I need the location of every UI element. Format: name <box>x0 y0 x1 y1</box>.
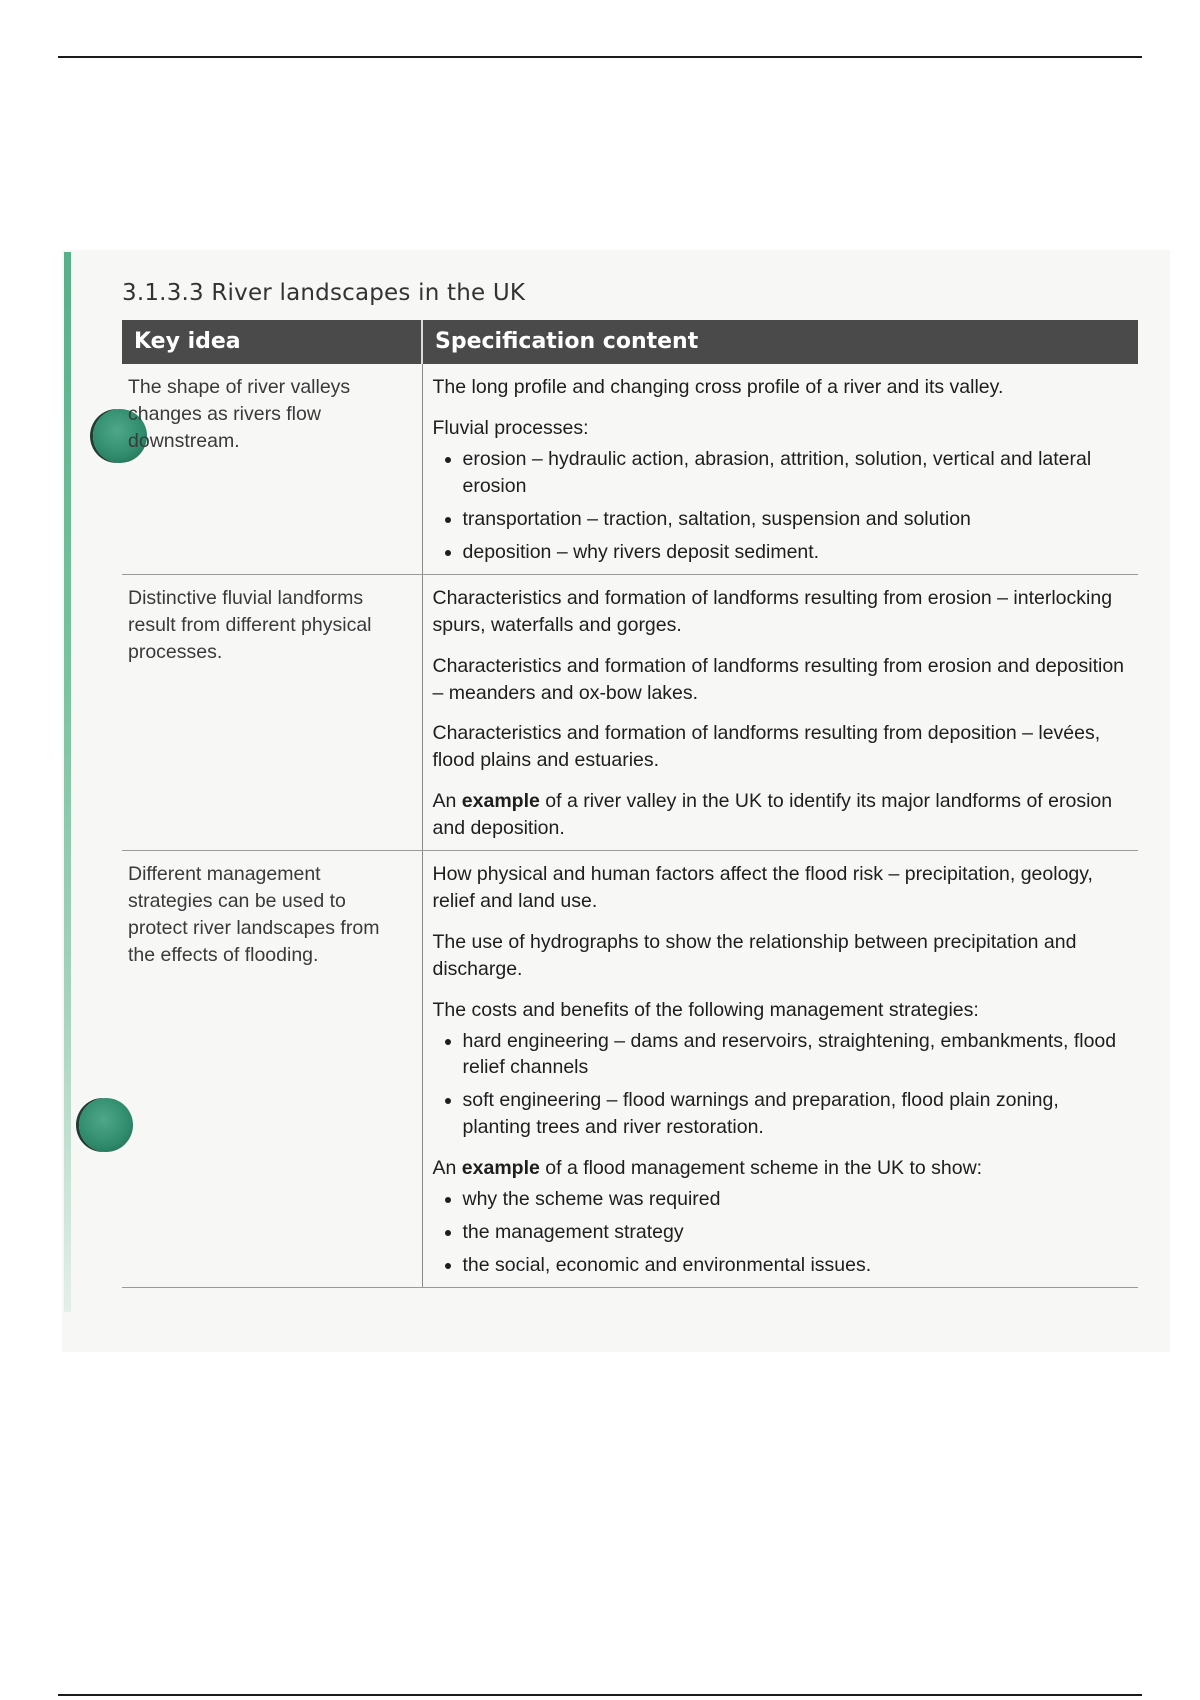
list-item: • soft engineering – flood warnings and preparation, flood plain zoning, planting trees and river restoration. <box>463 1087 1129 1141</box>
spec-paragraph <box>433 1155 1129 1182</box>
spec-paragraph: The use of hydrographs to show the relationship between precipitation and discharge. <box>432 930 1077 980</box>
key-idea-cell: Different management strategies can be used to protect river landscapes from the effects of flooding. <box>122 851 422 1288</box>
table-row <box>122 851 1138 1288</box>
spec-paragraph: Fluvial processes: <box>432 417 589 440</box>
spec-paragraph: Characteristics and formation of landforms resulting from deposition – levées, flood plains and estuaries. <box>432 722 1101 772</box>
example-emphasis: example <box>461 790 540 813</box>
spec-paragraph: How physical and human factors affect the flood risk – precipitation, geology, relief and land use. <box>432 863 1093 912</box>
spec-paragraph: Characteristics and formation of landforms resulting from erosion – interlocking spurs, waterfalls and gorges. <box>432 586 1113 636</box>
key-idea-header: Key idea <box>122 320 422 364</box>
spec-paragraph <box>433 788 1129 842</box>
table-row <box>122 574 1138 850</box>
table-row <box>122 364 1138 574</box>
spec-content-cell <box>422 574 1138 850</box>
spec-content-header: Specification content <box>422 320 1138 364</box>
key-idea-cell: The shape of river valleys changes as rivers flow downstream. <box>122 364 422 574</box>
spec-bullet-list <box>433 1186 1129 1279</box>
spec-content-cell <box>422 364 1138 574</box>
list-item: • the management strategy <box>463 1219 1129 1246</box>
list-item: • why the scheme was required <box>463 1186 1129 1213</box>
spec-bullet-list <box>433 1028 1129 1142</box>
spec-bullet-list <box>433 446 1129 566</box>
example-text: of a flood management scheme in the UK to show: <box>545 1157 983 1180</box>
example-text: of a river valley in the UK to identify its major landforms of erosion and deposition. <box>432 790 1113 840</box>
key-idea-cell: Distinctive fluvial landforms result from different physical processes. <box>122 574 422 850</box>
spec-paragraph: The long profile and changing cross profile of a river and its valley. <box>432 376 1004 399</box>
example-prefix: An <box>432 790 457 813</box>
list-item: • erosion – hydraulic action, abrasion, attrition, solution, vertical and lateral erosion <box>463 446 1129 500</box>
spec-paragraph: The costs and benefits of the following management strategies: <box>432 998 979 1021</box>
list-item: • deposition – why rivers deposit sediment. <box>463 539 1129 566</box>
example-prefix: An <box>432 1157 457 1180</box>
spec-content-cell <box>422 851 1138 1288</box>
binder-edge <box>64 252 71 1312</box>
spec-paragraph: Characteristics and formation of landforms resulting from erosion and deposition – meanders and ox-bow lakes. <box>432 654 1125 704</box>
example-emphasis: example <box>461 1157 540 1180</box>
specification-table <box>122 320 1138 1288</box>
top-rule <box>58 56 1142 58</box>
list-item: • the social, economic and environmental issues. <box>463 1252 1129 1279</box>
table-header-row <box>122 320 1138 364</box>
list-item: • hard engineering – dams and reservoirs, straightening, embankments, flood relief channels <box>463 1028 1129 1082</box>
bottom-rule <box>58 1694 1142 1696</box>
section-heading: 3.1.3.3 River landscapes in the UK <box>122 280 526 306</box>
list-item: • transportation – traction, saltation, suspension and solution <box>463 506 1129 533</box>
